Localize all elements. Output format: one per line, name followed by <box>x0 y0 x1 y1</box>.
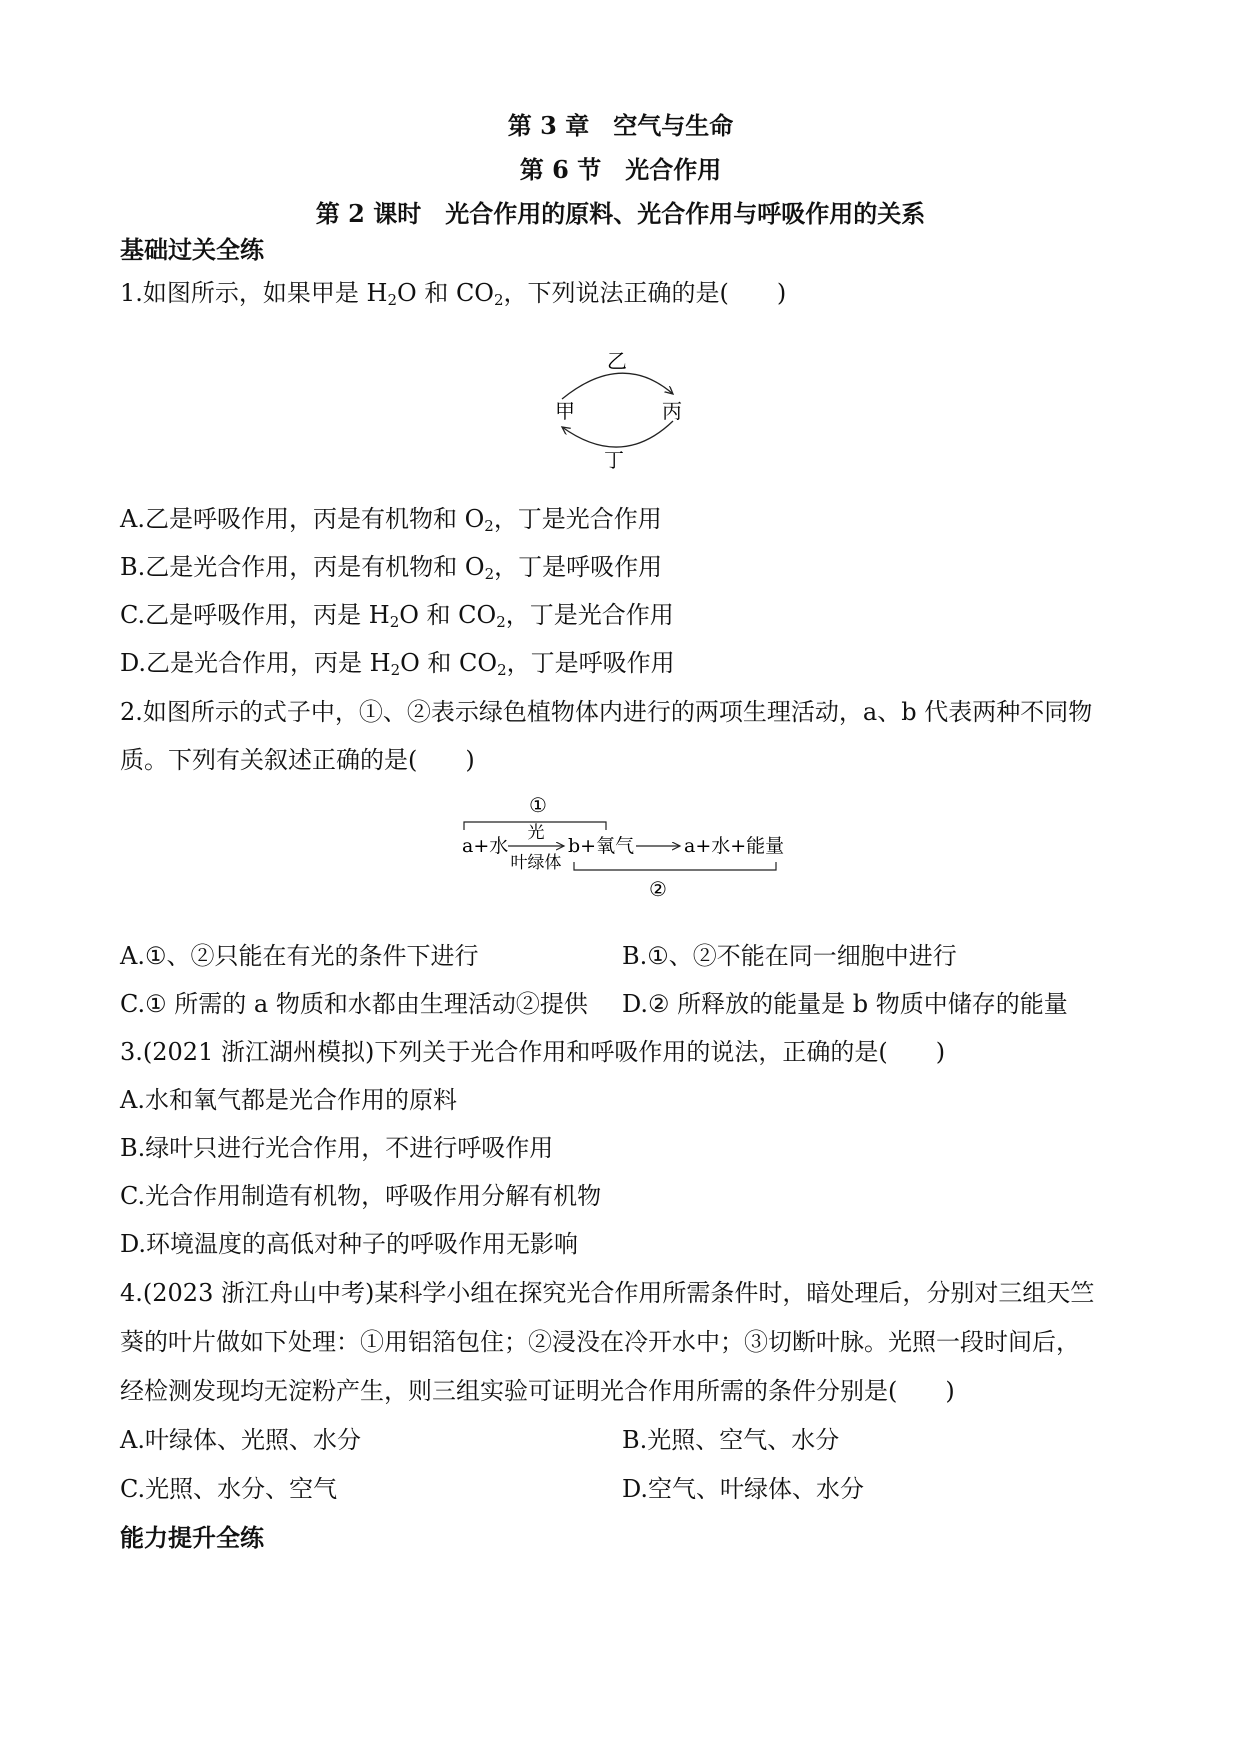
subscript: 2 <box>484 517 494 535</box>
option-text: ，丁是光合作用 <box>493 505 662 533</box>
q1-stem <box>120 277 786 309</box>
q1-option-d <box>120 647 675 679</box>
brace-bottom <box>574 862 776 870</box>
q2-stem-line1: 2.如图所示的式子中，①、②表示绿色植物体内进行的两项生理活动，a、b 代表两种不同物 <box>120 698 1093 726</box>
condition-chloroplast: 叶绿体 <box>510 853 562 873</box>
q2-option-c: C.① 所需的 a 物质和水都由生理活动②提供 <box>120 990 588 1018</box>
section-title: 第 6 节 光合作用 <box>519 155 722 184</box>
subscript: 2 <box>484 565 495 583</box>
q1-option-c <box>120 599 674 631</box>
option-text: O 和 CO <box>399 601 497 629</box>
node-yi: 乙 <box>607 349 627 373</box>
subscript: 2 <box>496 613 506 631</box>
q4-stem-line2: 葵的叶片做如下处理：①用铝箔包住；②浸没在冷开水中；③切断叶脉。光照一段时间后， <box>120 1328 1080 1356</box>
q3-stem: 3.(2021 浙江湖州模拟)下列关于光合作用和呼吸作用的说法，正确的是( ) <box>120 1038 946 1066</box>
node-ding: 丁 <box>604 448 624 472</box>
arrow-bottom <box>562 421 673 447</box>
q2-equation-diagram <box>458 788 798 908</box>
option-text: C.乙是呼吸作用，丙是 H <box>120 601 390 629</box>
q3-option-a: A.水和氧气都是光合作用的原料 <box>120 1086 457 1114</box>
node-bing: 丙 <box>662 399 682 423</box>
q1-stem-part: ，下列说法正确的是( ) <box>503 279 787 307</box>
q1-stem-part: O 和 CO <box>397 279 494 307</box>
chapter-title: 第 3 章 空气与生命 <box>507 111 734 140</box>
subscript: 2 <box>390 661 401 679</box>
option-text: B.乙是光合作用，丙是有机物和 O <box>120 553 485 581</box>
lesson-title: 第 2 课时 光合作用的原料、光合作用与呼吸作用的关系 <box>315 199 926 228</box>
reactant: a+水 <box>462 835 509 857</box>
mark-1: ① <box>529 793 547 817</box>
option-text: ，丁是呼吸作用 <box>506 649 675 677</box>
q3-option-b: B.绿叶只进行光合作用，不进行呼吸作用 <box>120 1134 554 1162</box>
option-text: ，丁是呼吸作用 <box>494 553 663 581</box>
option-text: ，丁是光合作用 <box>505 601 674 629</box>
q1-option-a <box>120 503 662 535</box>
mark-2: ② <box>649 877 667 901</box>
q4-stem-line3: 经检测发现均无淀粉产生，则三组实验可证明光合作用所需的条件分别是( ) <box>120 1377 955 1405</box>
option-text: A.乙是呼吸作用，丙是有机物和 O <box>120 505 485 533</box>
q4-option-b: B.光照、空气、水分 <box>622 1426 840 1454</box>
option-text: D.乙是光合作用，丙是 H <box>120 649 391 677</box>
intermediate: b+氧气 <box>568 835 635 857</box>
q1-option-b <box>120 551 662 583</box>
q4-option-a: A.叶绿体、光照、水分 <box>120 1426 361 1454</box>
q2-option-d: D.② 所释放的能量是 b 物质中储存的能量 <box>622 990 1068 1018</box>
q2-option-b: B.①、②不能在同一细胞中进行 <box>622 942 957 970</box>
subscript: 2 <box>387 291 398 309</box>
condition-light: 光 <box>527 823 545 843</box>
q4-stem-line1: 4.(2023 浙江舟山中考)某科学小组在探究光合作用所需条件时，暗处理后，分别对三组天竺 <box>120 1279 1095 1307</box>
subscript: 2 <box>389 613 400 631</box>
q3-option-d: D.环境温度的高低对种子的呼吸作用无影响 <box>120 1230 579 1258</box>
product: a+水+能量 <box>684 835 785 857</box>
q2-option-a: A.①、②只能在有光的条件下进行 <box>120 942 479 970</box>
q1-cycle-diagram <box>540 344 710 480</box>
section-heading-basic: 基础过关全练 <box>120 235 264 264</box>
q3-option-c: C.光合作用制造有机物，呼吸作用分解有机物 <box>120 1182 602 1210</box>
arrow-top <box>562 373 673 399</box>
node-jia: 甲 <box>555 399 575 423</box>
option-text: O 和 CO <box>400 649 498 677</box>
q1-stem-part: 1.如图所示，如果甲是 H <box>120 279 388 307</box>
subscript: 2 <box>494 291 504 309</box>
section-heading-advanced: 能力提升全练 <box>120 1523 264 1552</box>
q4-option-d: D.空气、叶绿体、水分 <box>622 1475 865 1503</box>
q2-stem-line2: 质。下列有关叙述正确的是( ) <box>120 746 475 774</box>
q4-option-c: C.光照、水分、空气 <box>120 1475 338 1503</box>
subscript: 2 <box>497 661 507 679</box>
